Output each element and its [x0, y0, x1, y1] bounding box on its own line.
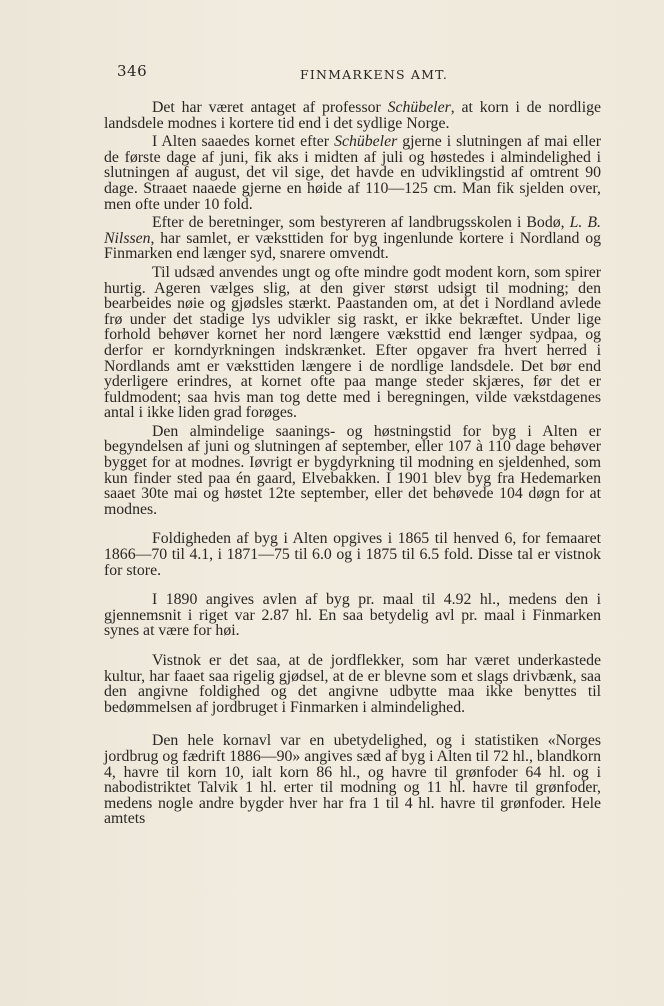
page-number: 346: [117, 62, 148, 80]
body-text: [104, 100, 601, 830]
paragraph: I 1890 angives avlen af byg pr. maal til 4.92 hl., medens den i gjennemsnit i riget var 2.87 hl. En saa betydelig avl pr. maal i Finmarken synes at være for høi.: [104, 591, 601, 640]
paragraph: Foldigheden af byg i Alten opgives i 1865 til henved 6, for femaaret 1866—70 til 4.1, i 1871—75 til 6.0 og i 1875 til 6.5 fold. Disse tal er vistnok for store.: [104, 530, 601, 579]
paragraph: Efter de beretninger, som bestyreren af landbrugsskolen i Bodø, L. B. Nilssen, har samlet, er væksttiden for byg ingenlunde kortere i Nordland og Finmarken end længer syd, snarere omvendt.: [104, 214, 601, 263]
paragraph: Den almindelige saanings- og høstningstid for byg i Alten er begyndelsen af juni og slutningen af september, eller 107 à 110 dage behøver bygget for at modnes. Iøvrigt er bygdyrkning til modning en sjeldenhed, som kun finder sted paa én gaard, Elvebakken. I 1901 blev byg fra Hedemarken saaet 30te mai og høstet 12te september, eller det behøvede 104 døgn for at modnes.: [104, 422, 601, 518]
running-head: FINMARKENS AMT.: [300, 67, 449, 82]
paragraph: Det har været antaget af professor Schübeler, at korn i de nordlige landsdele modnes i kortere tid end i det sydlige Norge.: [104, 99, 601, 132]
paragraph: I Alten saaedes kornet efter Schübeler gjerne i slutningen af mai eller de første dage af juni, fik aks i midten af juli og høstedes i almindelighed i slutningen af august, det vil sige, det havde en udviklingstid af omtrent 90 dage. Straaet naaede gjerne en høide af 110—125 cm. Man fik sjelden over, men ofte under 10 fold.: [104, 133, 601, 213]
author-name: Schübeler: [334, 133, 398, 151]
paragraph: Den hele kornavl var en ubetydelighed, og i statistiken «Norges jordbrug og fædrift 1886—90» angives sæd af byg i Alten til 72 hl., blandkorn 4, havre til korn 10, ialt korn 86 hl., og havre til grønfoder 64 hl. og i nabodistriktet Talvik 1 hl. erter til modning og 11 hl. havre til grønfoder, medens nogle andre bygder hver har fra 1 til 4 hl. havre til grønfoder. Hele amtets: [104, 732, 601, 828]
paragraph: Til udsæd anvendes ungt og ofte mindre godt modent korn, som spirer hurtig. Ageren vælges slig, at den giver størst udsigt til modning; den bearbeides nøie og gjødsles stærkt. Paastanden om, at det i Nordland avlede frø under det stadige lys udvikler sig raskt, er ikke bekræftet. Under lige forhold behøver kornet her nord længere væksttid end længer sydpaa, og derfor er korndyrkningen indskrænket. Efter opgaver fra hvert herred i Nordlands amt er væksttiden længere i de nordlige landsdele. Det bør end yderligere erindres, at kornet ofte paa mange steder skjæres, før det er fuldmodent; saa hvis man tog dette med i beregningen, vilde vækstdagenes antal i ikke liden grad forøges.: [104, 263, 601, 422]
paragraph: Vistnok er det saa, at de jordflekker, som har været underkastede kultur, har faaet saa rigelig gjødsel, at de er blevne som et slags drivbænk, saa den angivne foldighed og det angivne udbytte maa ikke benyttes til bedømmelsen af jordbruget i Finmarken i almindelighed.: [104, 652, 601, 716]
author-name: Schübeler: [387, 99, 451, 116]
person-name: L. B. Nilssen: [104, 214, 601, 247]
